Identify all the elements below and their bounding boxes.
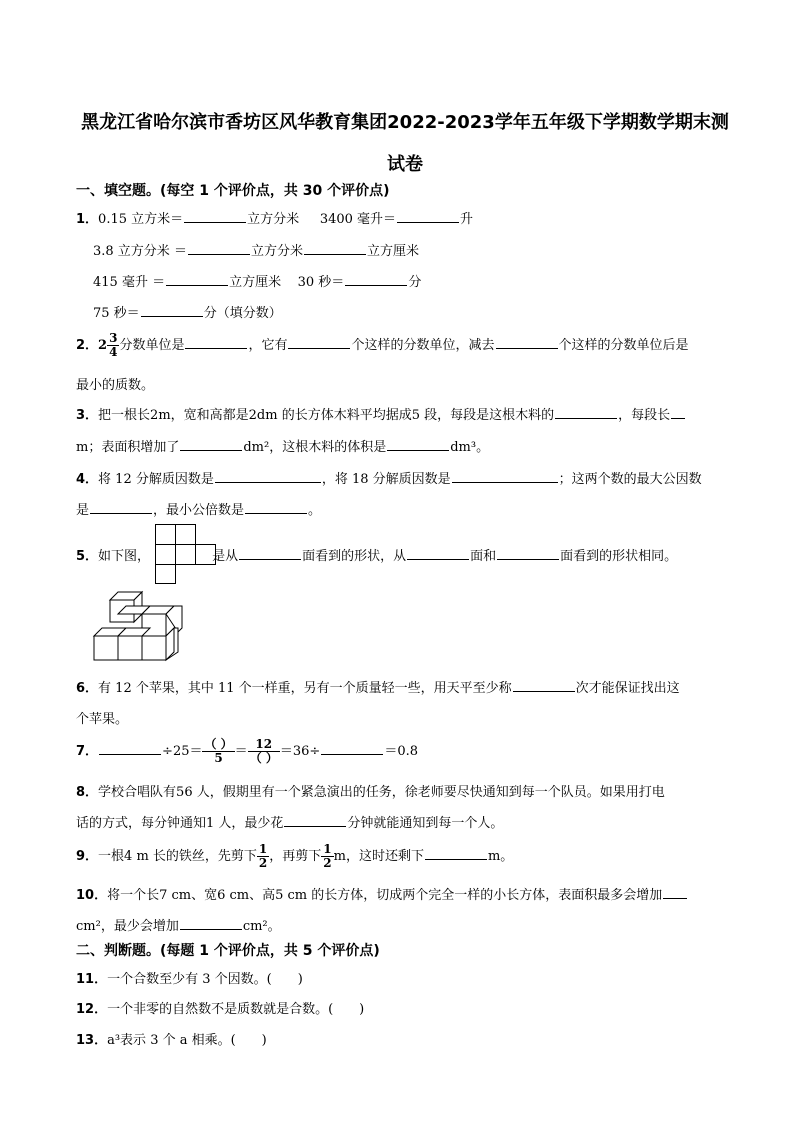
answer-blank[interactable] (99, 741, 161, 755)
answer-blank[interactable] (407, 546, 469, 560)
answer-blank[interactable] (284, 813, 346, 827)
answer-blank[interactable] (555, 405, 617, 419)
question-4-line-a: 4．将 12 分解质因数是 ，将 18 分解质因数是 ；这两个数的最大公因数 (76, 468, 702, 487)
answer-blank[interactable] (166, 272, 228, 286)
question-10-line-b: cm²，最少会增加 cm²。 (76, 915, 281, 934)
answer-blank[interactable] (345, 272, 407, 286)
answer-blank[interactable] (184, 209, 246, 223)
question-3-line-a: 3．把一根长2m，宽和高都是2dm 的长方体木料平均据成5 段，每段是这根木料的 ，每段长 (76, 404, 686, 423)
answer-blank[interactable] (496, 335, 558, 349)
question-1-line-d: 75 秒＝ 分（填分数） (93, 302, 282, 321)
exam-title: 黑龙江省哈尔滨市香坊区风华教育集团2022-2023学年五年级下学期数学期末测 (81, 112, 729, 133)
answer-blank[interactable] (513, 678, 575, 692)
answer-blank[interactable] (397, 209, 459, 223)
answer-blank[interactable] (321, 741, 383, 755)
question-6-line-b: 个苹果。 (76, 712, 129, 727)
answer-blank[interactable] (180, 437, 242, 451)
question-8-line-a: 8．学校合唱队有56 人，假期里有一个紧急演出的任务，徐老师要尽快通知到每一个队员。如果用打电 (76, 785, 665, 800)
question-7: 7． ÷25＝ $\frac{( )}{5}$ ＝ $\frac{12}{( )}$ ＝36÷ ＝0.8 (76, 737, 418, 765)
question-3-line-b: m；表面积增加了 dm²，这根木料的体积是 dm³。 (76, 436, 489, 455)
question-10-line-a: 10．将一个长7 cm、宽6 cm、高5 cm 的长方体，切成两个完全一样的小长方体，表面积最多会增加 (76, 884, 688, 903)
question-8-line-b: 话的方式，每分钟通知1 人，最少花 分钟就能通知到每一个人。 (76, 812, 503, 831)
fraction: $\frac{12}{( )}$ (249, 737, 278, 765)
question-9: 9．一根4 m 长的铁丝，先剪下 $\frac{1}{2}$ ，再剪下 $\frac{1}{2}$ m，这时还剩下 m。 (76, 842, 514, 870)
exam-title-continued: 试卷 (387, 154, 423, 175)
section-judgement-heading: 二、判断题。(每题 1 个评价点，共 5 个评价点) (76, 943, 380, 959)
fraction: $\frac{1}{2}$ (258, 842, 268, 870)
question-1-line-a: 1．0.15 立方米＝ 立方分米 3400 毫升＝ 升 (76, 208, 473, 227)
answer-blank[interactable] (425, 846, 487, 860)
question-1-line-c: 415 毫升 ＝ 立方厘米 30 秒＝ 分 (93, 271, 421, 290)
fraction: $\frac{1}{2}$ (323, 842, 332, 870)
cube-stack-figure (92, 588, 186, 664)
answer-blank[interactable] (288, 335, 350, 349)
answer-blank[interactable] (671, 405, 685, 419)
answer-blank[interactable] (452, 469, 558, 483)
fraction: $\frac{( )}{5}$ (204, 737, 233, 765)
question-11: 11．一个合数至少有 3 个因数。( ) (76, 972, 303, 987)
answer-blank[interactable] (90, 500, 152, 514)
answer-blank[interactable] (188, 241, 250, 255)
question-6-line-a: 6．有 12 个苹果，其中 11 个一样重，另有一个质量轻一些，用天平至少称 次才能保证找出这 (76, 677, 680, 696)
question-5-text: 5．如下图， 是从 面看到的形状，从 面和 面看到的形状相同。 (76, 545, 677, 564)
question-2-line-a: 2．2 $\frac{3}{4}$ 分数单位是 ，它有 个这样的分数单位，减去 个这样的分数单位后是 (76, 331, 689, 359)
answer-blank[interactable] (141, 303, 203, 317)
section-fill-in-heading: 一、填空题。(每空 1 个评价点，共 30 个评价点) (76, 183, 390, 199)
view-grid-figure (155, 524, 217, 584)
question-4-line-b: 是 ，最小公倍数是 。 (76, 499, 321, 518)
answer-blank[interactable] (497, 546, 559, 560)
answer-blank[interactable] (185, 335, 247, 349)
question-1-line-b: 3.8 立方分米 ＝ 立方分米 立方厘米 (93, 240, 419, 259)
question-12: 12．一个非零的自然数不是质数就是合数。( ) (76, 1002, 365, 1017)
answer-blank[interactable] (180, 916, 242, 930)
question-13: 13．a³表示 3 个 a 相乘。( ) (76, 1033, 267, 1048)
answer-blank[interactable] (215, 469, 321, 483)
answer-blank[interactable] (387, 437, 449, 451)
answer-blank[interactable] (239, 546, 301, 560)
answer-blank[interactable] (245, 500, 307, 514)
mixed-fraction: $\frac{3}{4}$ (109, 331, 118, 359)
answer-blank[interactable] (304, 241, 366, 255)
question-2-line-b: 最小的质数。 (76, 378, 155, 393)
answer-blank[interactable] (663, 885, 687, 899)
